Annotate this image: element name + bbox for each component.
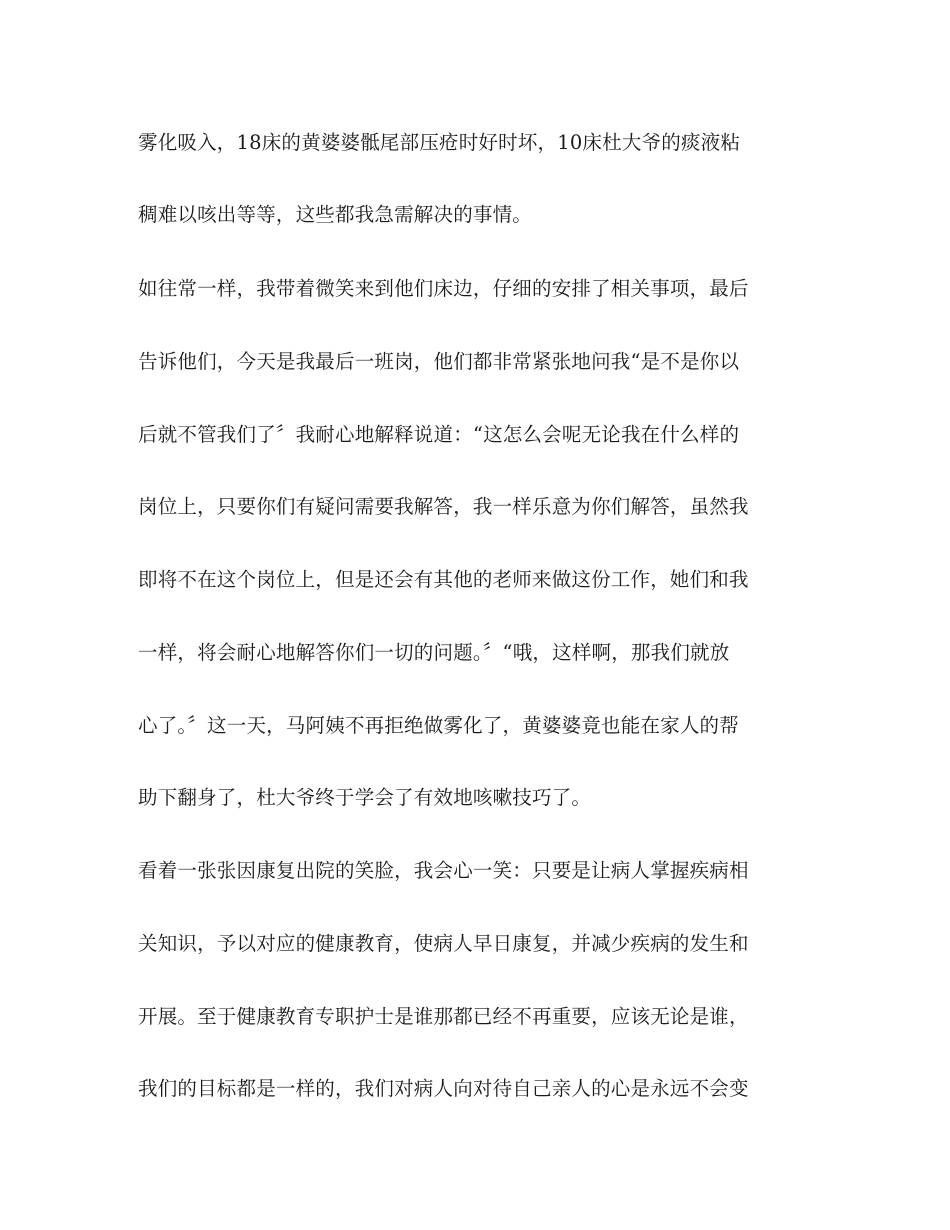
text-line: 开展。至于健康教育专职护士是谁那都已经不再重要，应该无论是谁， xyxy=(138,1005,749,1028)
text-line: 告诉他们，今天是我最后一班岗，他们都非常紧张地问我“是不是你以 xyxy=(138,350,740,373)
text-line: 稠难以咳出等等，这些都我急需解决的事情。 xyxy=(138,203,533,226)
text-line: 后就不管我们了〞我耐心地解释说道：“这怎么会呢无论我在什么样的 xyxy=(138,423,740,446)
text-line: 心了。〞这一天，马阿姨不再拒绝做雾化了，黄婆婆竟也能在家人的帮 xyxy=(138,714,739,737)
text-line: 看着一张张因康复出院的笑脸，我会心一笑：只要是让病人掌握疾病相 xyxy=(138,859,749,882)
text-line: 一样，将会耐心地解答你们一切的问题。〞“哦，这样啊，那我们就放 xyxy=(138,641,730,664)
text-line: 关知识，予以对应的健康教育，使病人早日康复，并减少疾病的发生和 xyxy=(138,932,749,955)
text-line: 如往常一样，我带着微笑来到他们床边，仔细的安排了相关事项，最后 xyxy=(138,277,749,300)
text-line: 我们的目标都是一样的，我们对病人向对待自己亲人的心是永远不会变 xyxy=(138,1077,749,1100)
text-line: 雾化吸入，18床的黄婆婆骶尾部压疮时好时坏，10床杜大爷的痰液粘 xyxy=(138,131,741,154)
text-line: 岗位上，只要你们有疑问需要我解答，我一样乐意为你们解答，虽然我 xyxy=(138,495,749,518)
text-line: 即将不在这个岗位上，但是还会有其他的老师来做这份工作，她们和我 xyxy=(138,568,749,591)
text-line: 助下翻身了，杜大爷终于学会了有效地咳嗽技巧了。 xyxy=(138,786,592,809)
